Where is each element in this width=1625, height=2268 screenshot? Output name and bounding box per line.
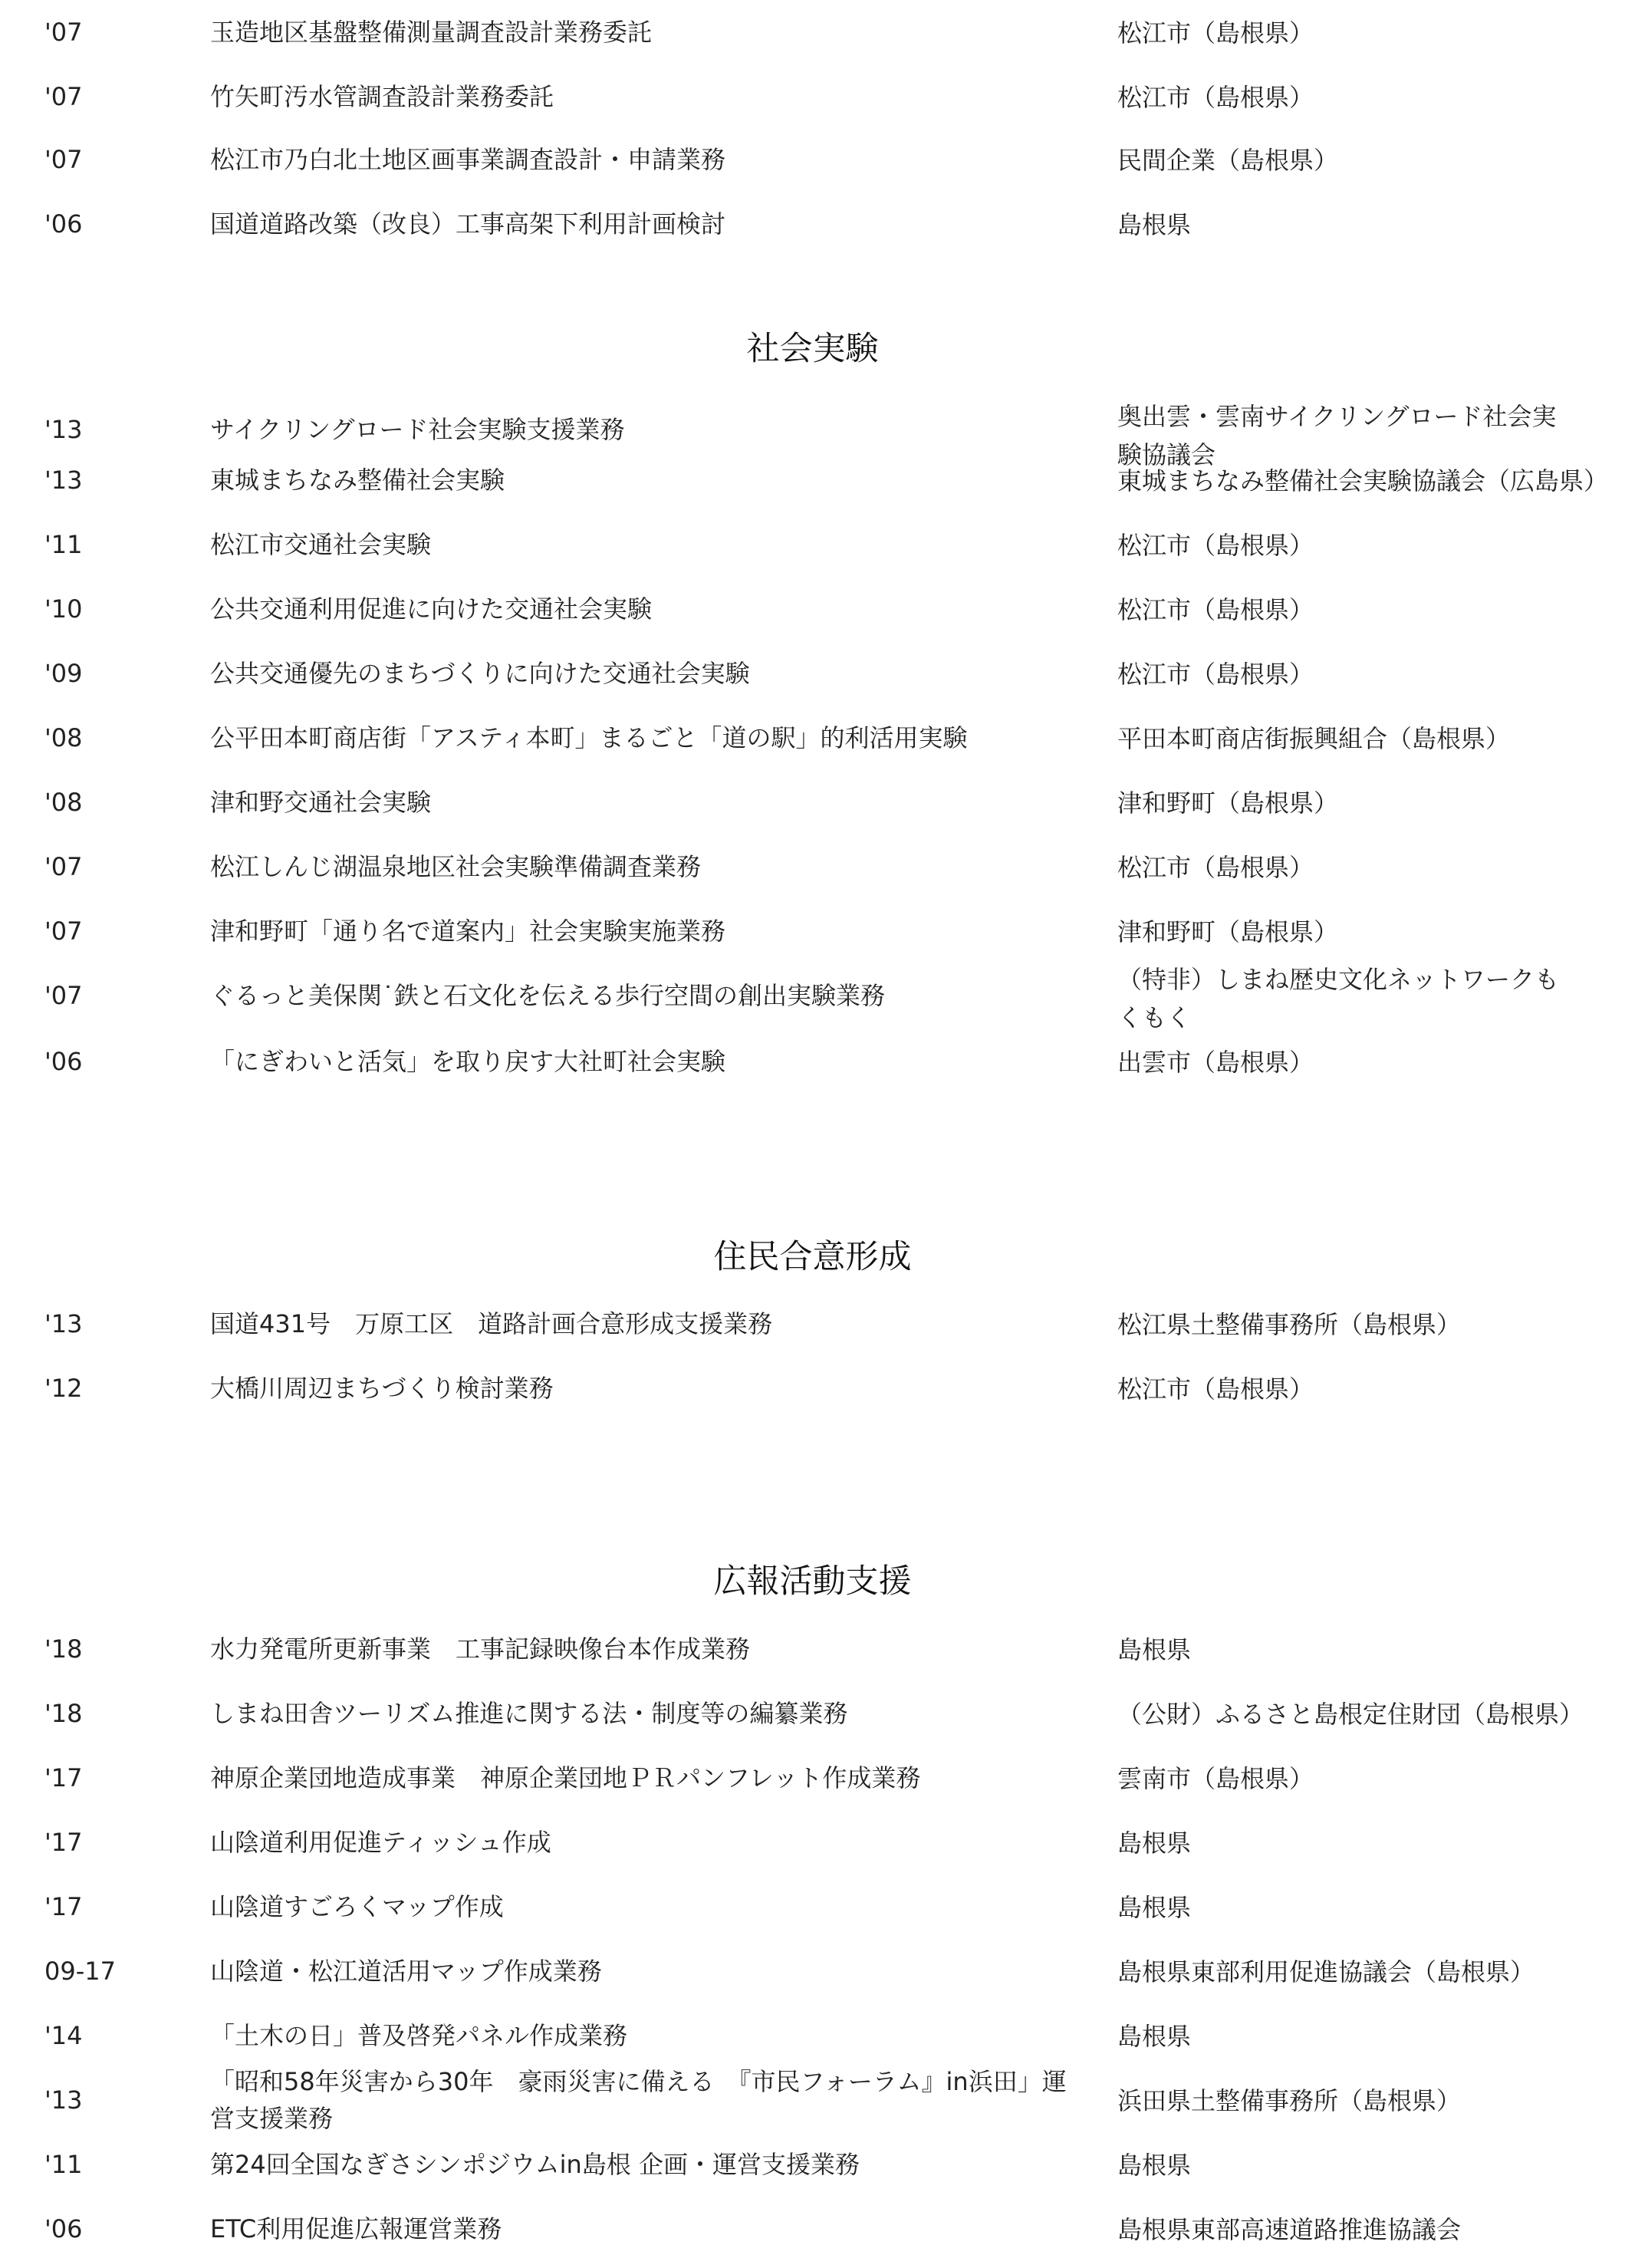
row-client: 松江市（島根県） (1117, 18, 1314, 48)
row-client: 島根県 (1117, 2022, 1192, 2051)
row-year: '18 (44, 1634, 83, 1664)
row-title: 「にぎわいと活気」を取り戻す大社町社会実験 (210, 1047, 726, 1076)
row-year: '17 (44, 1892, 83, 1921)
row-year: '13 (44, 1309, 83, 1338)
row-year: '08 (44, 723, 83, 752)
row-year: '07 (44, 852, 83, 881)
row-title: 第24回全国なぎさシンポジウムin島根 企画・運営支援業務 (210, 2150, 860, 2179)
row-year: '07 (44, 145, 83, 174)
row-title: 公平田本町商店街「アスティ本町」まるごと「道の駅」的利活用実験 (210, 723, 968, 752)
row-title: 竹矢町汚水管調査設計業務委託 (210, 82, 554, 111)
row-year: 09-17 (44, 1957, 116, 1986)
row-client: 島根県 (1117, 1893, 1192, 1922)
row-year: '18 (44, 1699, 83, 1728)
row-title: 「土木の日」普及啓発パネル作成業務 (210, 2021, 628, 2050)
row-title: 東城まちなみ整備社会実験 (210, 466, 505, 495)
row-year: '13 (44, 2085, 83, 2115)
row-title: 「昭和58年災害から30年 豪雨災害に備える 『市民フォーラム』in浜田」運営支援業務 (210, 2067, 1067, 2133)
row-title: 玉造地区基盤整備測量調査設計業務委託 (210, 18, 653, 47)
row-title: 松江市乃白北土地区画事業調査設計・申請業務 (210, 145, 726, 174)
row-title: 国道431号 万原工区 道路計画合意形成支援業務 (210, 1309, 773, 1338)
row-year: '17 (44, 1763, 83, 1792)
row-year: '06 (44, 209, 83, 239)
row-title: 神原企業団地造成事業 神原企業団地ＰＲパンフレット作成業務 (210, 1763, 921, 1792)
row-year: '14 (44, 2021, 83, 2050)
row-title: ぐるっと美保関˙鉄と石文化を伝える歩行空間の創出実験業務 (210, 981, 886, 1010)
row-title: 松江市交通社会実験 (210, 530, 432, 559)
row-client: 奥出雲・雲南サイクリングロード社会実験協議会 (1117, 402, 1557, 469)
section-heading: 住民合意形成 (713, 1238, 912, 1276)
row-title: ETC利用促進広報運営業務 (210, 2214, 502, 2243)
row-client: 津和野町（島根県） (1117, 788, 1339, 818)
row-year: '12 (44, 1374, 83, 1403)
row-client: 浜田県土整備事務所（島根県） (1117, 2086, 1462, 2115)
row-client: 平田本町商店街振興組合（島根県） (1117, 724, 1511, 753)
row-year: '07 (44, 18, 83, 47)
row-client: 松江市（島根県） (1117, 660, 1314, 689)
row-year: '11 (44, 530, 83, 559)
row-year: '10 (44, 594, 83, 624)
section-heading: 社会実験 (746, 330, 879, 368)
section-heading: 広報活動支援 (713, 1562, 912, 1601)
row-year: '08 (44, 788, 83, 817)
row-title: 国道道路改築（改良）工事高架下利用計画検討 (210, 209, 726, 239)
row-client: 島根県東部利用促進協議会（島根県） (1117, 1957, 1535, 1987)
row-year: '17 (44, 1828, 83, 1857)
row-client: 東城まちなみ整備社会実験協議会（広島県） (1117, 466, 1609, 495)
row-client: 島根県 (1117, 1635, 1192, 1664)
row-client: （公財）ふるさと島根定住財団（島根県） (1117, 1700, 1584, 1729)
row-title: サイクリングロード社会実験支援業務 (210, 415, 625, 444)
row-client: 島根県東部高速道路推進協議会 (1117, 2215, 1462, 2244)
row-title: 公共交通優先のまちづくりに向けた交通社会実験 (210, 659, 750, 688)
row-title: 公共交通利用促進に向けた交通社会実験 (210, 594, 653, 624)
row-client: 雲南市（島根県） (1117, 1764, 1314, 1793)
row-client: 民間企業（島根県） (1117, 146, 1339, 175)
row-client: 松江市（島根県） (1117, 595, 1314, 624)
row-title: 津和野交通社会実験 (210, 788, 432, 817)
row-client: 島根県 (1117, 2151, 1192, 2180)
row-client: 津和野町（島根県） (1117, 917, 1339, 946)
row-client: （特非）しまね歴史文化ネットワークもくもく (1117, 965, 1560, 1032)
row-title: 山陰道すごろくマップ作成 (210, 1892, 504, 1921)
row-year: '13 (44, 415, 83, 444)
row-year: '06 (44, 2214, 83, 2243)
row-year: '07 (44, 981, 83, 1010)
row-client: 松江市（島根県） (1117, 853, 1314, 882)
row-title: 津和野町「通り名で道案内」社会実験実施業務 (210, 917, 726, 946)
row-title: 水力発電所更新事業 工事記録映像台本作成業務 (210, 1634, 751, 1664)
row-year: '07 (44, 82, 83, 111)
row-title: 大橋川周辺まちづくり検討業務 (210, 1374, 554, 1403)
row-client: 島根県 (1117, 1829, 1192, 1858)
row-client: 島根県 (1117, 210, 1192, 239)
row-client: 松江市（島根県） (1117, 83, 1314, 112)
row-year: '06 (44, 1047, 83, 1076)
row-year: '13 (44, 466, 83, 495)
row-client: 出雲市（島根県） (1117, 1048, 1314, 1077)
row-title: 山陰道利用促進ティッシュ作成 (210, 1828, 551, 1857)
row-year: '07 (44, 917, 83, 946)
row-year: '11 (44, 2150, 83, 2179)
row-client: 松江市（島根県） (1117, 531, 1314, 560)
row-year: '09 (44, 659, 83, 688)
row-client: 松江市（島根県） (1117, 1374, 1314, 1404)
row-title: 山陰道・松江道活用マップ作成業務 (210, 1957, 602, 1986)
row-title: しまね田舎ツーリズム推進に関する法・制度等の編纂業務 (210, 1699, 848, 1728)
row-client: 松江県土整備事務所（島根県） (1117, 1310, 1462, 1339)
row-title: 松江しんじ湖温泉地区社会実験準備調査業務 (210, 852, 702, 881)
